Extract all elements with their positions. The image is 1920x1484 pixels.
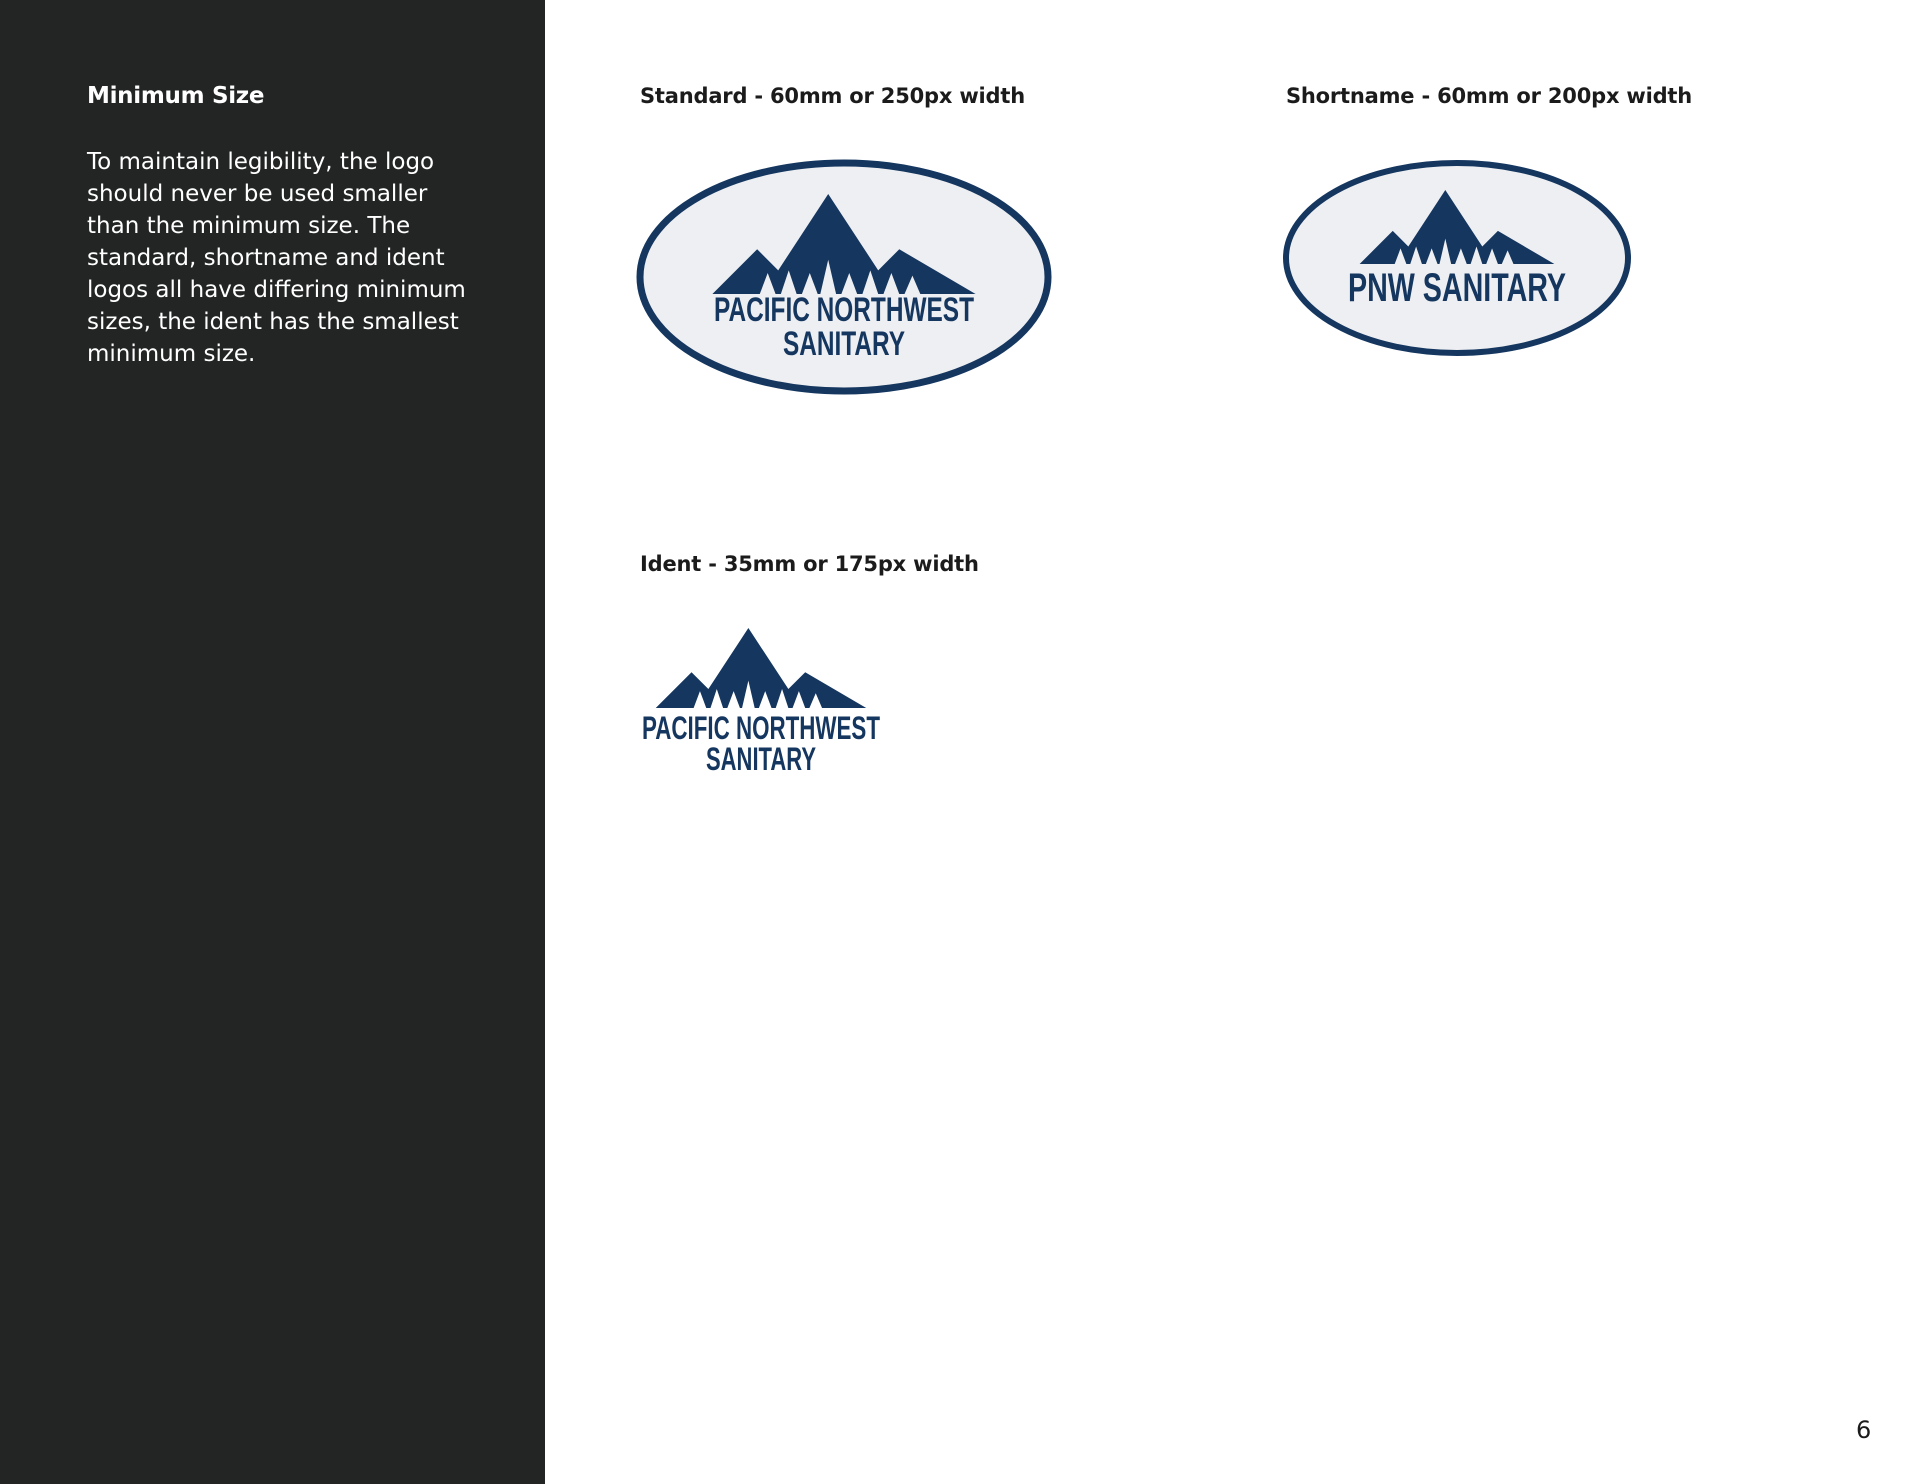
ident-logo-label: Ident - 35mm or 175px width: [640, 552, 979, 576]
shortname-logo-text: PNW SANITARY: [1348, 266, 1567, 310]
shortname-logo: [1282, 158, 1632, 358]
shortname-logo-label: Shortname - 60mm or 200px width: [1286, 84, 1693, 108]
page-number: 6: [1856, 1416, 1872, 1444]
sidebar-description: To maintain legibility, the logo should never be used smaller than the minimum size. The standard, shortname and ident logos all have differing minimum sizes, the ident has the smallest minimum size.: [87, 149, 466, 367]
standard-logo-line2: SANITARY: [783, 325, 906, 363]
mountains-trees-icon: [656, 628, 867, 708]
sidebar-title: Minimum Size: [87, 83, 265, 109]
sidebar: [0, 0, 545, 1484]
standard-logo-label: Standard - 60mm or 250px width: [640, 84, 1025, 108]
ident-logo-line2: SANITARY: [706, 741, 816, 777]
ident-logo: [638, 628, 884, 776]
standard-logo: [636, 158, 1052, 396]
standard-logo-line1: PACIFIC NORTHWEST: [714, 291, 975, 329]
ident-logo-line1: PACIFIC NORTHWEST: [642, 710, 881, 746]
